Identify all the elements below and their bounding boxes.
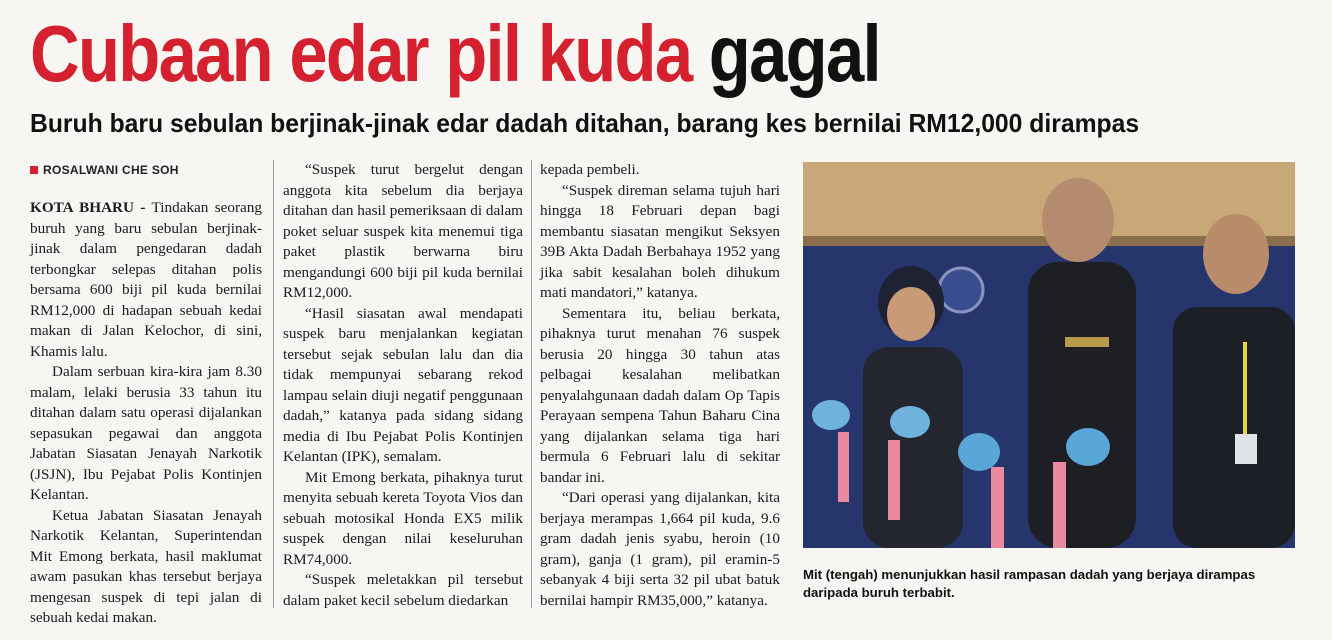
- news-photo: [803, 162, 1295, 548]
- headline: [30, 4, 880, 104]
- article-paragraph: “Suspek meletakkan pil tersebut dalam paket kecil sebelum diedarkan: [283, 571, 523, 609]
- article-paragraph: Mit Emong berkata, pihaknya turut menyita sebuah kereta Toyota Vios dan sebuah motosikal Honda EX5 milik suspek dengan nilai keseluruhan RM74,000.: [283, 468, 523, 568]
- column-divider: [273, 160, 274, 608]
- byline: [30, 163, 179, 177]
- dateline: KOTA BHARU -: [30, 199, 146, 216]
- article-paragraph: “Hasil siasatan awal mendapati suspek baru menjalankan kegiatan tersebut sejak sebulan lalu dan dia tidak mempunyai sebarang rekod lampau selain diuji negatif penggunaan dadah,” katanya pada sidang sidang media di Ibu Pejabat Polis Kontinjen Kelantan (IPK), semalam.: [283, 304, 523, 465]
- article-column-2: [283, 160, 523, 611]
- byline-author: ROSALWANI CHE SOH: [43, 163, 179, 177]
- article-paragraph: “Suspek direman selama tujuh hari hingga 18 Februari depan bagi membantu siasatan mengikut Seksyen 39B Akta Dadah Berbahaya 1952 yang jika sabit kesalahan boleh dihukum mati mandatori,” katanya.: [540, 181, 780, 301]
- byline-marker-icon: [30, 166, 38, 174]
- headline-red: Cubaan edar pil kuda: [30, 9, 692, 98]
- article-paragraph: Dalam serbuan kira-kira jam 8.30 malam, lelaki berusia 33 tahun itu ditahan dalam satu operasi dijalankan sepasukan pegawai dan anggota Jabatan Siasatan Jenayah Narkotik (JSJN), Ibu Pejabat Polis Kontinjen Kelantan.: [30, 363, 262, 503]
- article-column-1: [30, 198, 262, 629]
- article-column-3: [540, 160, 780, 611]
- article-paragraph: “Dari operasi yang dijalankan, kita berjaya merampas 1,664 pil kuda, 9.6 gram dadah jenis syabu, heroin (10 gram), ganja (1 gram), pil eramin-5 sebanyak 4 biji serta 32 pil ubat batuk bernilai hampir RM35,000,” katanya.: [540, 489, 780, 609]
- headline-black: gagal: [708, 9, 880, 98]
- lead-text: Tindakan seorang buruh yang baru sebulan berjinak-jinak dalam pengedaran dadah terbongkar selepas ditahan polis bersama 600 biji pil kuda bernilai RM12,000 di hadapan sebuah kedai makan di Jalan Kelochor, di sini, Khamis lalu.: [30, 199, 262, 360]
- photo-caption: Mit (tengah) menunjukkan hasil rampasan dadah yang berjaya dirampas daripada buruh terbabit.: [803, 567, 1256, 600]
- subheadline: Buruh baru sebulan berjinak-jinak edar dadah ditahan, barang kes bernilai RM12,000 dirampas: [30, 108, 1140, 138]
- article-paragraph: Sementara itu, beliau berkata, pihaknya turut menahan 76 suspek berusia 20 hingga 30 tahun atas pelbagai kesalahan melibatkan penyalahgunaan dadah dalam Op Tapis Perayaan sempena Tahun Baharu Cina yang dijalankan selama tiga hari bermula 6 Februari lalu di sekitar bandar ini.: [540, 304, 780, 486]
- article-paragraph: [30, 198, 262, 362]
- column-divider: [531, 160, 532, 608]
- article-paragraph: Ketua Jabatan Siasatan Jenayah Narkotik Kelantan, Superintendan Mit Emong berkata, hasil maklumat awam pasukan khas tersebut berjaya mengesan suspek di tepi jalan di sebuah kedai makan.: [30, 506, 262, 626]
- article-paragraph: kepada pembeli.: [540, 161, 640, 178]
- article-paragraph: “Suspek turut bergelut dengan anggota kita sebelum dia berjaya ditahan dan hasil pemeriksaan di dalam poket seluar suspek kita menemui tiga paket plastik berwarna biru mengandungi 600 biji pil kuda bernilai RM12,000.: [283, 161, 523, 301]
